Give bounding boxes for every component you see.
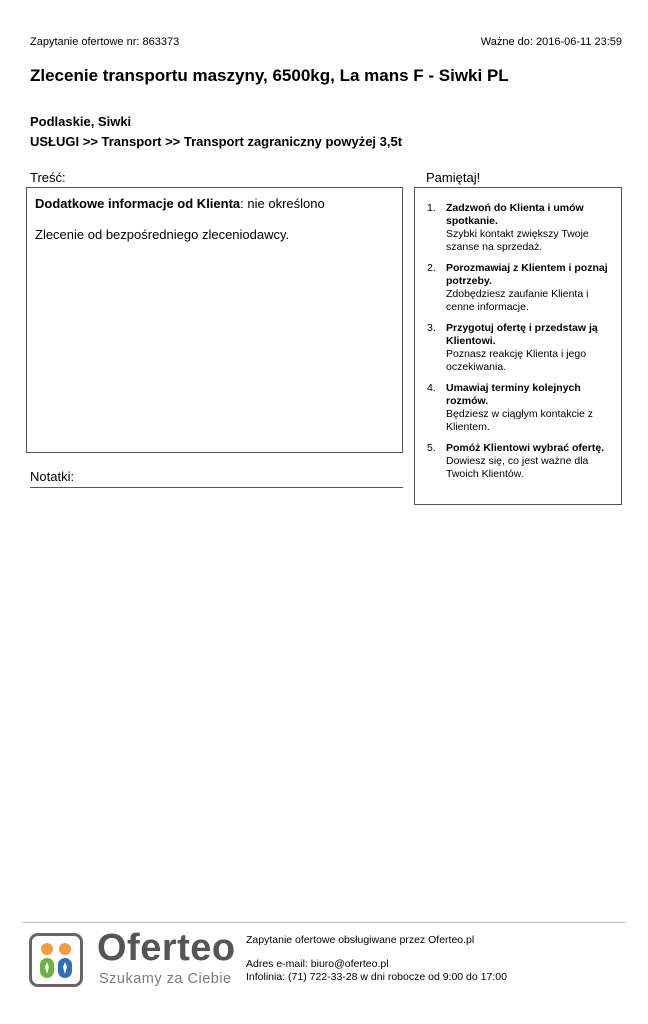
tip-item <box>423 322 613 374</box>
request-number: Zapytanie ofertowe nr: 863373 <box>30 36 180 48</box>
tip-text: Zdobędziesz zaufanie Klienta i cenne informacje. <box>446 288 589 313</box>
tips-label: Pamiętaj! <box>426 170 481 185</box>
notes-line <box>30 487 403 488</box>
additional-info-value: : nie określono <box>240 196 325 211</box>
oferteo-logo <box>29 927 239 991</box>
logo-tagline: Szukamy za Ciebie <box>99 971 232 987</box>
footer-service-line: Zapytanie ofertowe obsługiwane przez Oferteo.pl <box>246 934 475 946</box>
page-title: Zlecenie transportu maszyny, 6500kg, La mans F - Siwki PL <box>30 66 509 85</box>
tip-title: Zadzwoń do Klienta i umów spotkanie. <box>446 202 584 227</box>
tip-title: Porozmawiaj z Klientem i poznaj potrzeby. <box>446 262 608 287</box>
notes-label: Notatki: <box>30 469 75 484</box>
additional-info <box>35 196 394 211</box>
tip-item <box>423 382 613 434</box>
tip-number: 1. <box>427 202 436 214</box>
tip-number: 3. <box>427 322 436 334</box>
logo-name: Oferteo <box>97 927 236 969</box>
category-breadcrumb: USŁUGI >> Transport >> Transport zagraniczny powyżej 3,5t <box>30 134 403 149</box>
tip-item <box>423 442 613 481</box>
content-label: Treść: <box>30 170 66 185</box>
tips-box <box>414 187 622 505</box>
additional-info-label: Dodatkowe informacje od Klienta <box>35 196 241 211</box>
tip-title: Pomóż Klientowi wybrać ofertę. <box>446 442 605 454</box>
tip-text: Dowiesz się, co jest ważne dla Twoich Klientów. <box>446 455 589 480</box>
tip-number: 5. <box>427 442 436 454</box>
footer-hotline: Infolinia: (71) 722-33-28 w dni robocze od 9:00 do 17:00 <box>246 971 507 983</box>
tip-text: Poznasz reakcję Klienta i jego oczekiwania. <box>446 348 587 373</box>
tip-text: Szybki kontakt zwiększy Twoje szanse na sprzedaż. <box>446 228 589 253</box>
tip-text: Będziesz w ciągłym kontakcie z Klientem. <box>446 408 594 433</box>
content-body: Zlecenie od bezpośredniego zleceniodawcy. <box>35 227 290 242</box>
footer-email: Adres e-mail: biuro@oferteo.pl <box>246 958 389 970</box>
tip-title: Przygotuj ofertę i przedstaw ją Klientowi. <box>446 322 598 347</box>
tip-title: Umawiaj terminy kolejnych rozmów. <box>446 382 581 407</box>
tip-number: 4. <box>427 382 436 394</box>
content-box <box>26 187 403 453</box>
footer-divider <box>22 922 626 923</box>
tip-number: 2. <box>427 262 436 274</box>
region: Podlaskie, Siwki <box>30 114 132 129</box>
valid-until: Ważne do: 2016-06-11 23:59 <box>480 36 622 48</box>
tip-item <box>423 262 613 314</box>
tip-item <box>423 202 613 254</box>
logo-people-icon <box>29 933 83 987</box>
